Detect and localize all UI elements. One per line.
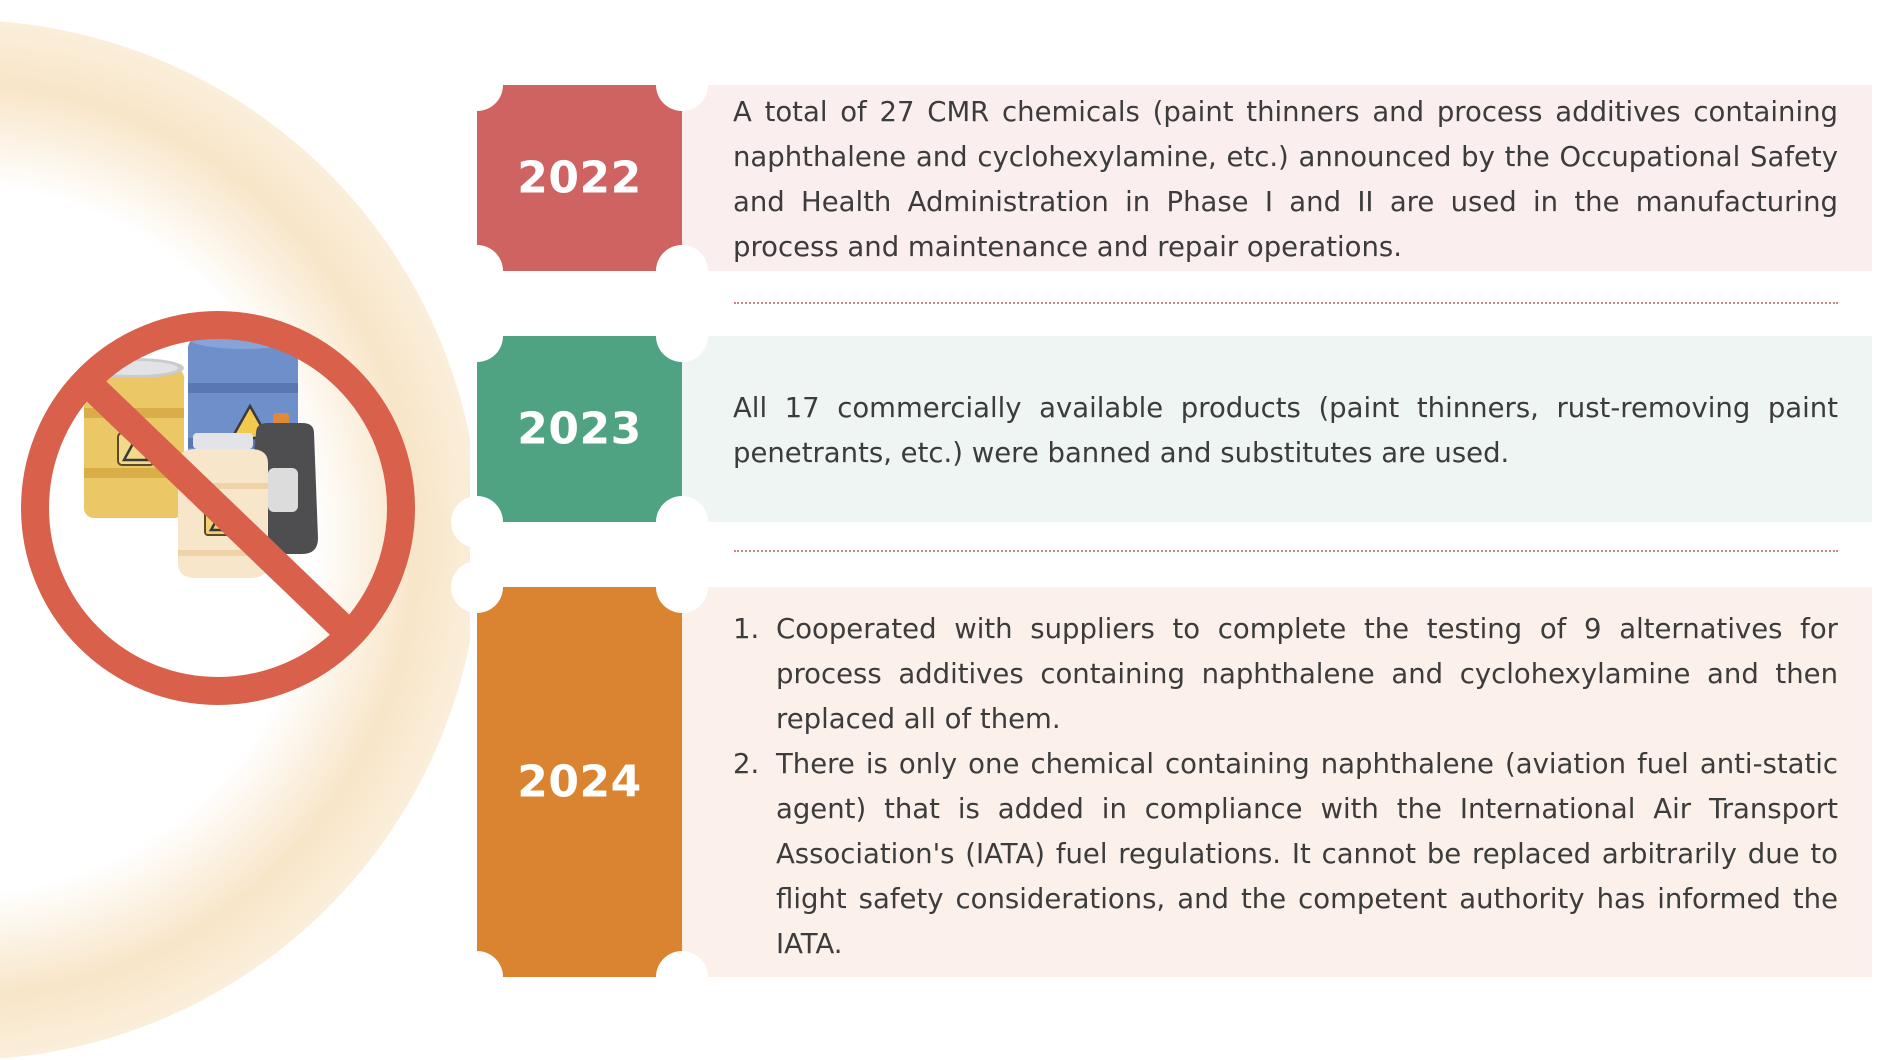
no-chemicals-prohibition-icon xyxy=(18,308,418,708)
year-label: 2023 xyxy=(517,403,642,455)
year-tag xyxy=(477,85,682,271)
year-label: 2022 xyxy=(517,152,642,204)
timeline-row-2024 xyxy=(477,587,1872,977)
measures-list xyxy=(733,607,1838,967)
list-item xyxy=(733,742,1838,967)
year-tag xyxy=(477,587,682,977)
description-paragraph: All 17 commercially available products (paint thinners, rust-removing paint penetrants, etc.) were banned and substitutes are used. xyxy=(733,392,1838,469)
dotted-divider xyxy=(734,302,1838,304)
description-paragraph: A total of 27 CMR chemicals (paint thinners and process additives containing naphthalene and cyclohexylamine, etc.) announced by the Occupational Safety and Health Administration in Phase I and II are used in the manufacturing process and maintenance and repair operations. xyxy=(733,96,1838,263)
dotted-divider xyxy=(734,550,1838,552)
description-text xyxy=(733,386,1838,476)
list-number: 2. xyxy=(733,748,760,780)
year-label: 2024 xyxy=(517,756,642,808)
description-text xyxy=(733,90,1838,270)
list-item-text: Cooperated with suppliers to complete the testing of 9 alternatives for process additives containing naphthalene and cyclohexylamine and then replaced all of them. xyxy=(776,613,1838,735)
list-number: 1. xyxy=(733,613,760,645)
year-tag xyxy=(477,336,682,522)
timeline-row-2023 xyxy=(477,336,1872,522)
description-text xyxy=(733,607,1838,967)
list-item-text: There is only one chemical containing naphthalene (aviation fuel anti-static agent) that is added in compliance with the International Air Transport Association's (IATA) fuel regulations. It cannot be replaced arbitrarily due to flight safety considerations, and the competent authority has informed the IATA. xyxy=(776,748,1838,960)
list-item xyxy=(733,607,1838,742)
timeline-row-2022 xyxy=(477,85,1872,271)
